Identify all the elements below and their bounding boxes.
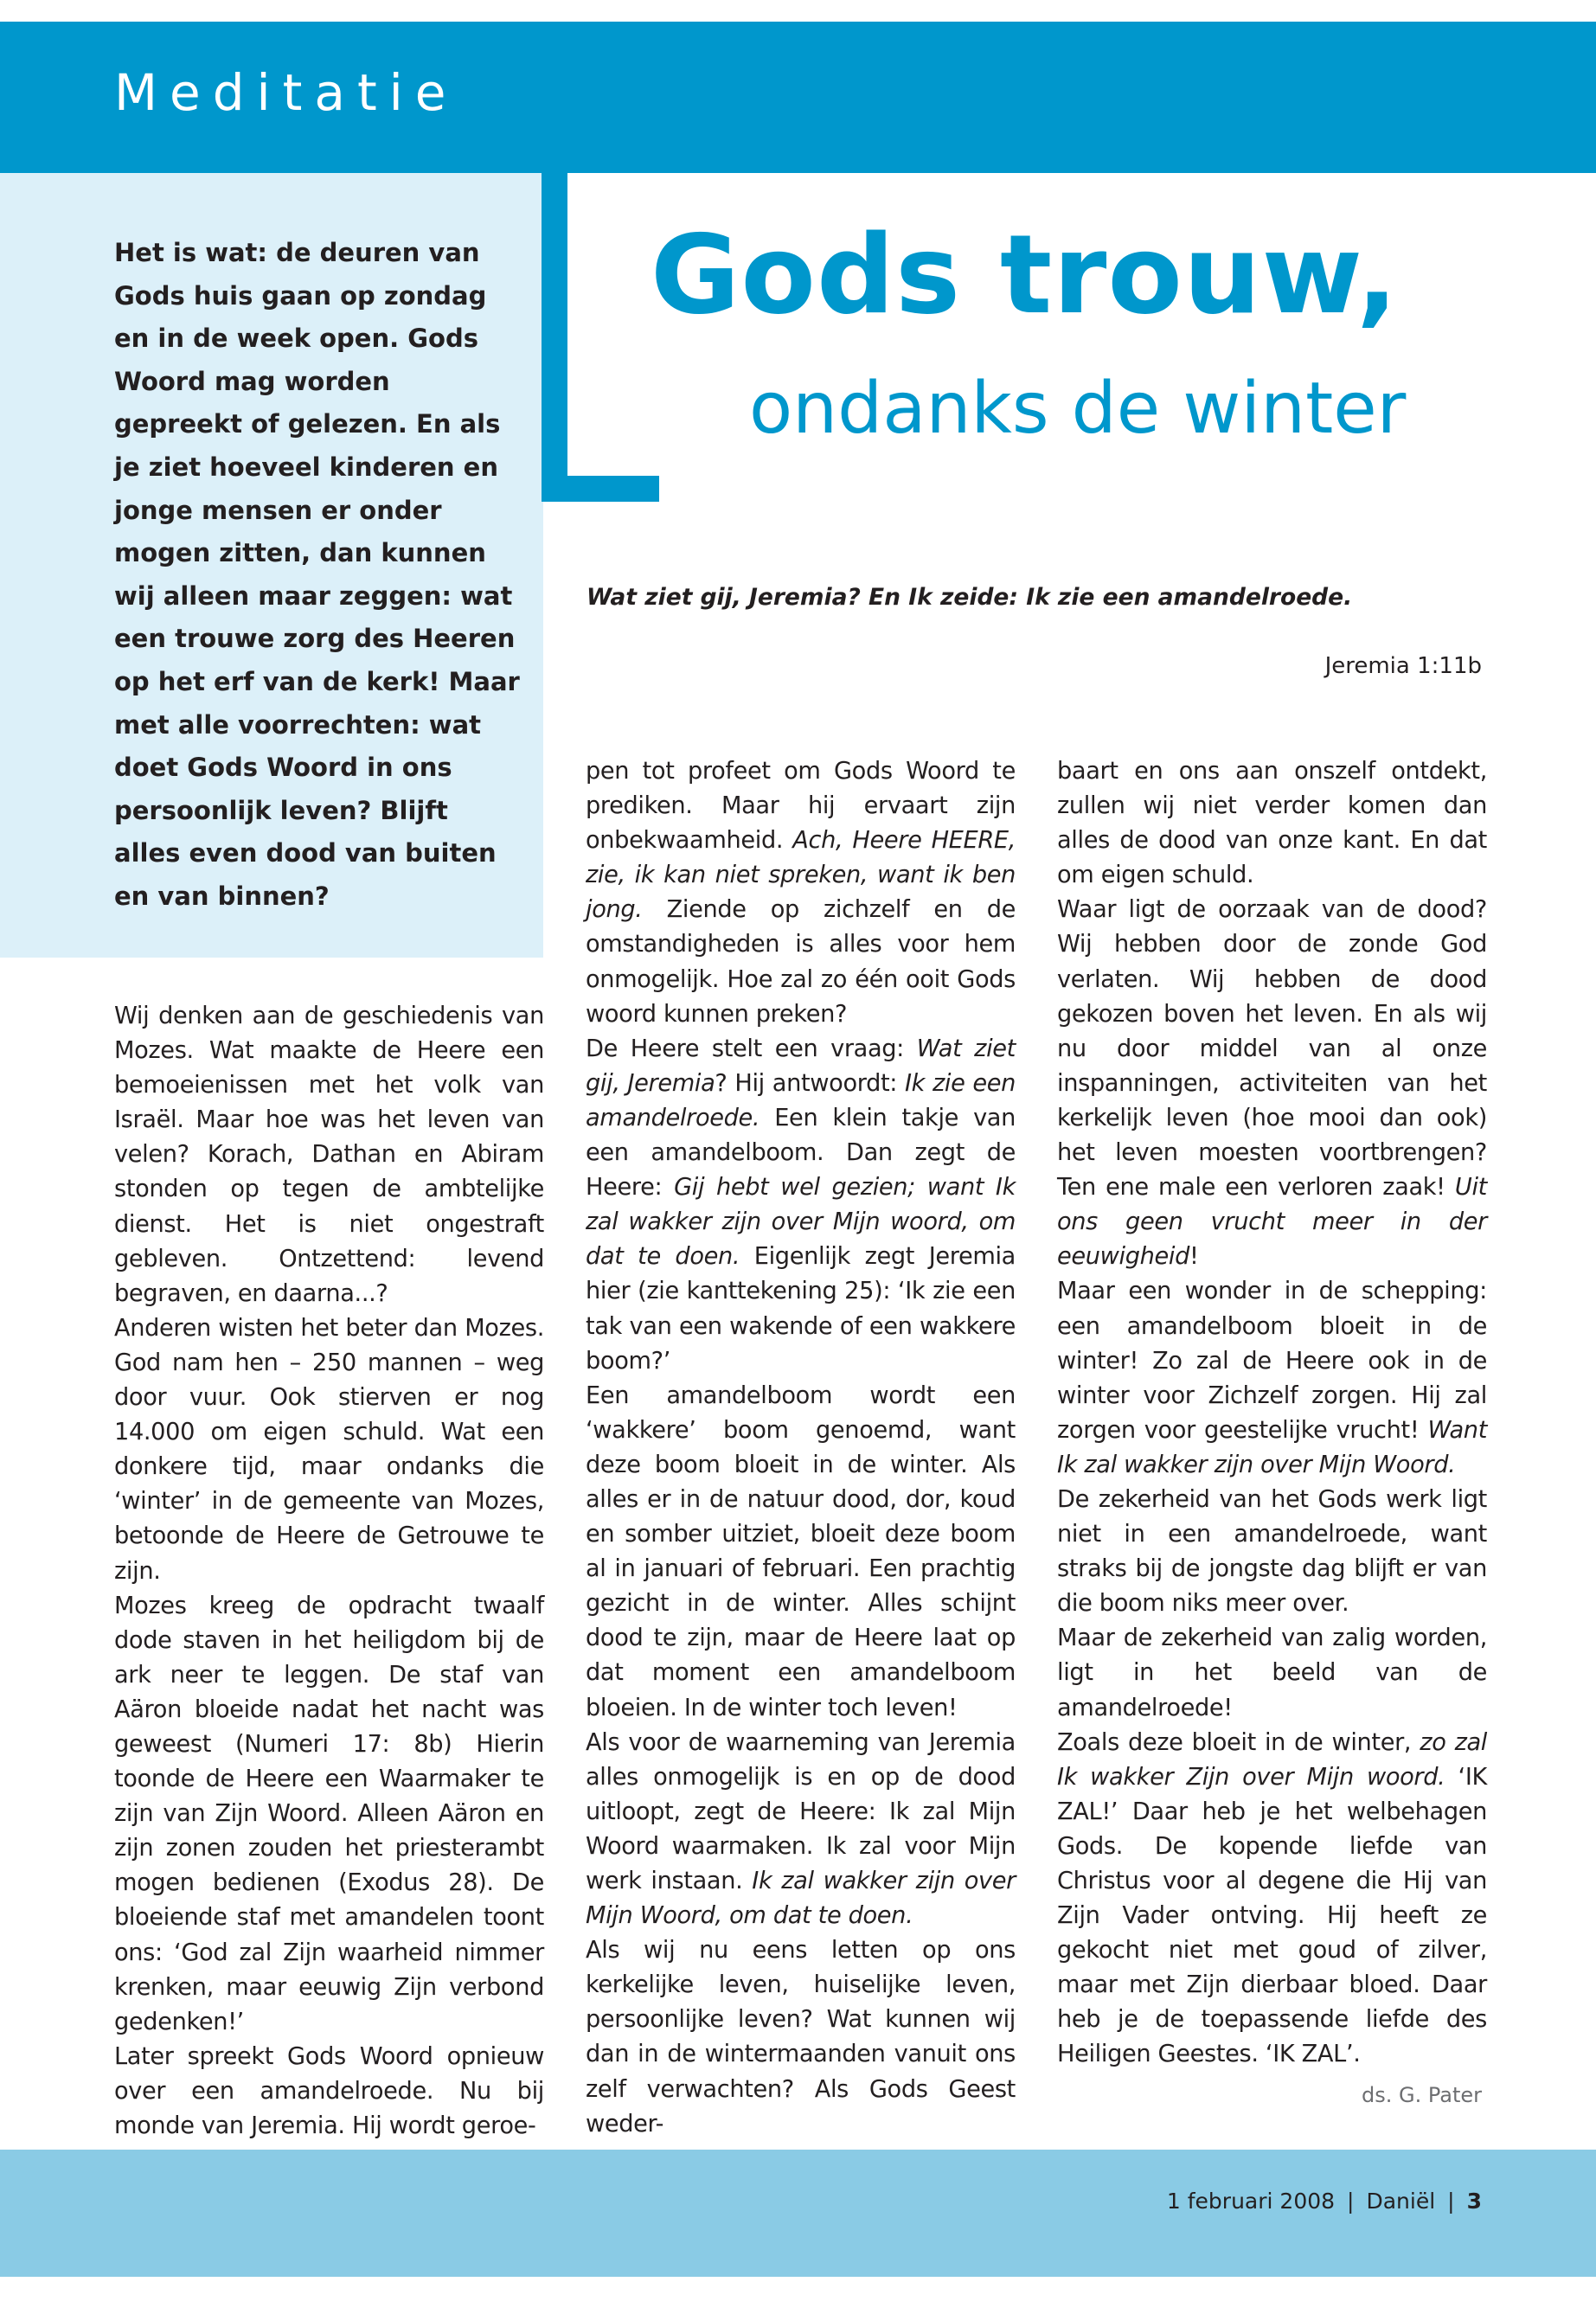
- magazine-name: Daniël: [1366, 2189, 1436, 2214]
- paragraph: Maar de zekerheid van zalig worden, ligt in het beeld van de amandelroede!: [1057, 1625, 1487, 1721]
- paragraph: baart en ons aan onszelf ontdekt, zullen wij niet verder komen dan alles de dood van onze kant. En dat om eigen schuld.: [1057, 758, 1487, 889]
- paragraph: Waar ligt de oorzaak van de dood? Wij hebben door de zonde God verlaten. Wij hebben de dood gekozen boven het leven. En als wij nu door middel van al onze inspanningen, activiteiten van het kerkelijk leven (hoe mooi dan ook) het leven moesten voortbrengen? Ten ene male een verloren zaak! Uit ons geen vrucht meer in der eeuwigheid!: [1057, 896, 1487, 1271]
- paragraph: Wij denken aan de geschiedenis van Mozes. Wat maakte de Heere een bemoeienissen met het volk van Israël. Maar hoe was het leven van velen? Korach, Dathan en Abiram stonden op tegen de ambtelijke dienst. Het is niet ongestraft gebleven. Ontzettend: levend begraven, en daarna...?: [114, 1003, 544, 1307]
- paragraph: Later spreekt Gods Woord opnieuw over een amandelroede. Nu bij monde van Jeremia. Hij wordt geroe-: [114, 2042, 544, 2139]
- article-title: Gods trouw,: [651, 211, 1399, 338]
- article-column-2: [586, 754, 1016, 2142]
- bible-reference: Jeremia 1:11b: [1324, 653, 1482, 679]
- page-number: 3: [1466, 2189, 1482, 2214]
- separator: |: [1447, 2189, 1455, 2214]
- paragraph: Mozes kreeg de opdracht twaalf dode staven in het heiligdom bij de ark neer te leggen. De staf van Aäron bloeide nadat het nacht was geweest (Numeri 17: 8b) Hierin toonde de Heere een Waarmaker te zijn van Zijn Woord. Alleen Aäron en zijn zonen zouden het priesterambt mogen bedienen (Exodus 28). De bloeiende staf met amandelen toont ons: ‘God zal Zijn waarheid nimmer krenken, maar eeuwig Zijn verbond gedenken!’: [114, 1592, 544, 2035]
- paragraph: Anderen wisten het beter dan Mozes. God nam hen – 250 mannen – weg door vuur. Ook stierven er nog 14.000 om eigen schuld. Wat een donkere tijd, maar ondanks die ‘winter’ in de gemeente van Mozes, betoonde de Heere de Getrouwe te zijn.: [114, 1314, 544, 1585]
- separator: |: [1347, 2189, 1355, 2214]
- article-subtitle: ondanks de winter: [749, 368, 1407, 450]
- footer-info: [1167, 2189, 1482, 2214]
- article-column-3: [1057, 754, 1487, 2073]
- paragraph: Een amandelboom wordt een ‘wakkere’ boom genoemd, want deze boom bloeit in de winter. Als alles er in de natuur dood, dor, koud en somber uitziet, bloeit deze boom al in januari of februari. Een prachtig gezicht in de winter. Alles schijnt dood te zijn, maar de Heere laat op dat moment een amandelboom bloeien. In de winter toch leven!: [586, 1381, 1016, 1721]
- paragraph: Zoals deze bloeit in de winter, zo zal Ik wakker Zijn over Mijn woord. ‘IK ZAL!’ Daar heb je het welbehagen Gods. De kopende liefde van Christus voor al degene die Hij van Zijn Vader ontving. Hij heeft ze gekocht niet met goud of zilver, maar met Zijn dierbaar bloed. Daar heb je de toepassende liefde des Heiligen Geestes. ‘IK ZAL’.: [1057, 1728, 1488, 2068]
- bible-quote: Wat ziet gij, Jeremia? En Ik zeide: Ik zie een amandelroede.: [586, 584, 1353, 611]
- paragraph: De Heere stelt een vraag: Wat ziet gij, Jeremia? Hij antwoordt: Ik zie een amandelroede. Een klein takje van een amandelboom. Dan zegt de Heere: Gij hebt wel gezien; want Ik zal wakker zijn over Mijn woord, om dat te doen. Eigenlijk zegt Jeremia hier (zie kanttekening 25): ‘Ik zie een tak van een wakende of een wakkere boom?’: [586, 1035, 1016, 1375]
- article-column-1: [114, 999, 544, 2144]
- paragraph: De zekerheid van het Gods werk ligt niet in een amandelroede, want straks bij de jongste dag blijft er van die boom niks meer over.: [1057, 1485, 1487, 1618]
- author-signature: ds. G. Pater: [1362, 2083, 1482, 2107]
- section-title: Meditatie: [114, 63, 458, 122]
- title-bracket-vertical: [542, 173, 567, 502]
- issue-date: 1 februari 2008: [1166, 2189, 1336, 2214]
- paragraph: Maar een wonder in de schepping: een amandelboom bloeit in de winter! Zo zal de Heere ook in de winter voor Zichzelf zorgen. Hij zal zorgen voor geestelijke vrucht! Want Ik zal wakker zijn over Mijn Woord.: [1057, 1278, 1487, 1478]
- title-bracket-horizontal: [542, 476, 659, 502]
- paragraph: Als voor de waarneming van Jeremia alles onmogelijk is en op de dood uitloopt, zegt de Heere: Ik zal Mijn Woord waarmaken. Ik zal voor Mijn werk instaan. Ik zal wakker zijn over Mijn Woord, om dat te doen.: [586, 1728, 1016, 1930]
- paragraph: Als wij nu eens letten op ons kerkelijke leven, huiselijke leven, persoonlijke leven? Wat kunnen wij dan in de wintermaanden vanuit ons zelf verwachten? Als Gods Geest weder-: [586, 1937, 1016, 2138]
- intro-text: Het is wat: de deuren van Gods huis gaan op zondag en in de week open. Gods Woord mag worden gepreekt of gelezen. En als je ziet hoeveel kinderen en jonge mensen er onder mogen zitten, dan kunnen wij alleen maar zeggen: wat een trouwe zorg des Heeren op het erf van de kerk! Maar met alle voorrechten: wat doet Gods Woord in ons persoonlijk leven? Blijft alles even dood van buiten en van binnen?: [114, 238, 520, 911]
- paragraph: pen tot profeet om Gods Woord te prediken. Maar hij ervaart zijn onbekwaamheid. Ach, Heere HEERE, zie, ik kan niet spreken, want ik ben jong. Ziende op zichzelf en de omstandigheden is alles voor hem onmogelijk. Hoe zal zo één ooit Gods woord kunnen preken?: [586, 758, 1016, 1028]
